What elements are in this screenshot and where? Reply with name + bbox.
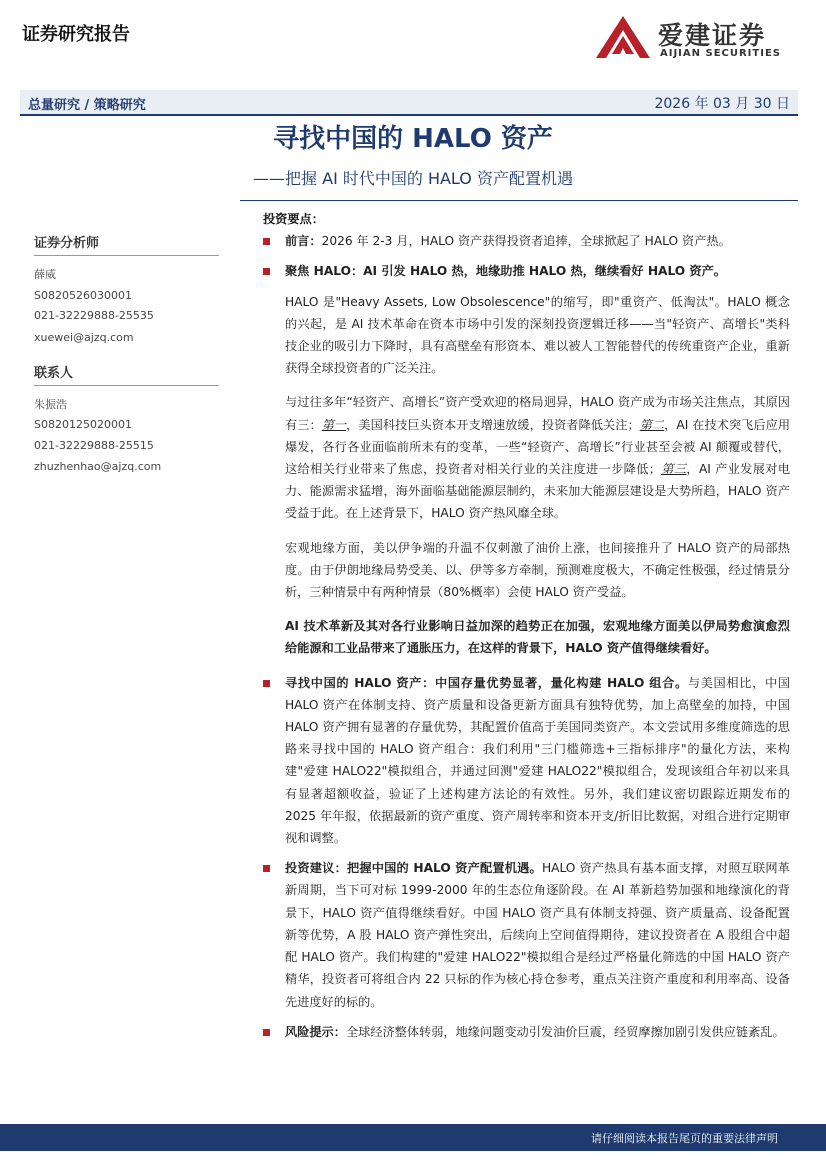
reason-second: 第二 [639,417,665,432]
paragraph-text: ，美国科技巨头资本开支增速放缓，投资者降低关注； [346,417,640,432]
title-divider [240,200,798,201]
bullet-marker-icon [263,680,270,687]
bullet-focus-halo [263,260,790,282]
logo-mark-icon [592,14,654,60]
bullet-risk-warning [263,1021,790,1043]
company-logo [592,14,792,64]
investment-highlights [263,208,790,1051]
analyst-email[interactable]: xuewei@ajzq.com [34,331,134,344]
contact-name: 朱振浩 [34,398,67,411]
paragraph-geopolitics: 宏观地缘方面，美以伊争端的升温不仅刺激了油价上涨，也间接推升了 HALO 资产的局部热度。由于伊朗地缘局势受美、以、伊等多方牵制，预测难度极大，不确定性极强，经过情景分析，三种情景中有两种情景（80%概率）会使 HALO 资产受益。 [285,540,790,600]
contact-rule [34,385,219,386]
bullet-marker-icon [263,268,270,275]
paragraph-three-reasons [285,391,790,524]
report-type-label: 证券研究报告 [22,24,130,45]
bullet-lead: 寻找中国的 HALO 资产：中国存量优势显著，量化构建 HALO 组合。 [285,675,688,690]
paragraph-text: 与过往多年“轻资产、高增长”资产受欢迎的格局迥异，HALO 资产成为市场关注焦点，其原因有三： [285,395,790,432]
bullet-lead: 前言： [285,234,322,249]
analyst-phone: 021-32229888-25535 [34,309,154,322]
analyst-rule [34,255,219,256]
legal-notice[interactable]: 请仔细阅读本报告尾页的重要法律声明 [591,1132,778,1145]
analyst-heading: 证券分析师 [34,236,100,251]
logo-name-en: AIJIAN SECURITIES [660,48,781,59]
bullet-text: 2026 年 2-3 月，HALO 资产获得投资者追捧，全球掀起了 HALO 资产热。 [321,234,731,249]
bullet-text: 与美国相比，中国 HALO 资产在体制支持、资产质量和设备更新方面具有独特优势，加上高壁垒的加持，中国 HALO 资产拥有显著的存量优势，其配置价值高于美国同类资产。本文尝试用多维度筛选的思路来寻找中国的 HALO 资产组合：我们利用"三门槛筛选+三指标排序"的量化方法，来构建"爱建 HALO22"模拟组合，并通过回测"爱建 HALO22"模拟组合，发现该组合年初以来具有显著超额收益，验证了上述构建方法论的有效性。另外，我们建议密切跟踪近期发布的 2025 年年报，依据最新的资产重度、资产周转率和资本开支/折旧比数据，对组合进行定期审视和调整。 [285,675,791,846]
bullet-lead: 聚焦 HALO：AI 引发 HALO 热，地缘助推 HALO 热，继续看好 HALO 资产。 [285,264,726,279]
contact-license: S0820125020001 [34,418,132,431]
bullet-preface [263,230,790,252]
bullet-investment-advice [263,857,790,1012]
contact-email[interactable]: zhuzhenhao@ajzq.com [34,460,162,473]
bullet-marker-icon [263,865,270,872]
page-subtitle: ——把握 AI 时代中国的 HALO 资产配置机遇 [253,169,573,188]
paragraph-halo-definition: HALO 是"Heavy Assets, Low Obsolescence"的缩写，即"重资产、低淘汰"。HALO 概念的兴起，是 AI 技术革命在资本市场中引发的深刻投资逻辑迁移——当"轻资产、高增长"类科技企业的吸引力下降时，具有高壁垒有形资本、难以被人工智能替代的传统重资产企业，重新获得全球投资者的广泛关注。 [285,294,790,376]
bullet-marker-icon [263,1029,270,1036]
bullet-lead: 投资建议：把握中国的 HALO 资产配置机遇。 [285,861,542,876]
bullet-text: 全球经济整体转弱，地缘问题变动引发油价巨震，经贸摩擦加剧引发供应链紊乱。 [345,1024,785,1039]
bullet-text: HALO 资产热具有基本面支撑，对照互联网革新周期，当下可对标 1999-2000 年的生态位角逐阶段。在 AI 革新趋势加强和地缘演化的背景下，HALO 资产值得继续看好。中国 HALO 资产具有体制支持强、资产质量高、设备配置新等优势，A 股 HALO 资产弹性突出，后续向上空间值得期待，建议投资者在 A 股组合中超配 HALO 资产。我们构建的"爱建 HALO22"模拟组合是经过严格量化筛选的中国 HALO 资产精华，投资者可将组合内 22 只标的作为核心持仓参考，重点关注资产重度和利用率高、设备先进度好的标的。 [285,861,790,1009]
category-band [20,90,798,116]
footer-band [0,1124,826,1151]
report-category: 总量研究 / 策略研究 [28,98,146,113]
page-title: 寻找中国的 HALO 资产 [273,124,553,154]
contact-heading: 联系人 [34,366,74,381]
bullet-find-china-halo [263,672,790,850]
reason-third: 第三 [660,462,687,477]
contact-phone: 021-32229888-25515 [34,439,154,452]
report-date: 2026 年 03 月 30 日 [654,96,790,112]
analyst-name: 薛威 [34,268,56,281]
paragraph-conclusion: AI 技术革新及其对各行业影响日益加深的趋势正在加强，宏观地缘方面美以伊局势愈演愈烈给能源和工业品带来了通胀压力，在这样的背景下，HALO 资产值得继续看好。 [285,619,790,656]
paragraph-text: ，AI 产业发展对电力、能源需求猛增，海外面临基础能源层制约，未来加大能源层建设是大势所趋，HALO 资产受益于此。在上述背景下，HALO 资产热风靡全球。 [285,462,791,521]
section-heading: 投资要点： [263,212,324,226]
bullet-lead: 风险提示： [285,1024,346,1039]
logo-name-cn: 爱建证券 [658,21,767,50]
paragraph-text: ，AI 在技术突飞后应用爆发，各行各业面临前所未有的变革，一些“轻资产、高增长”行业甚至会被 AI 颠覆或替代，这给相关行业带来了焦虑，投资者对相关行业的关注度进一步降低； [285,417,791,477]
bullet-marker-icon [263,238,270,245]
reason-first: 第一 [321,417,347,432]
analyst-license: S0820526030001 [34,289,132,302]
